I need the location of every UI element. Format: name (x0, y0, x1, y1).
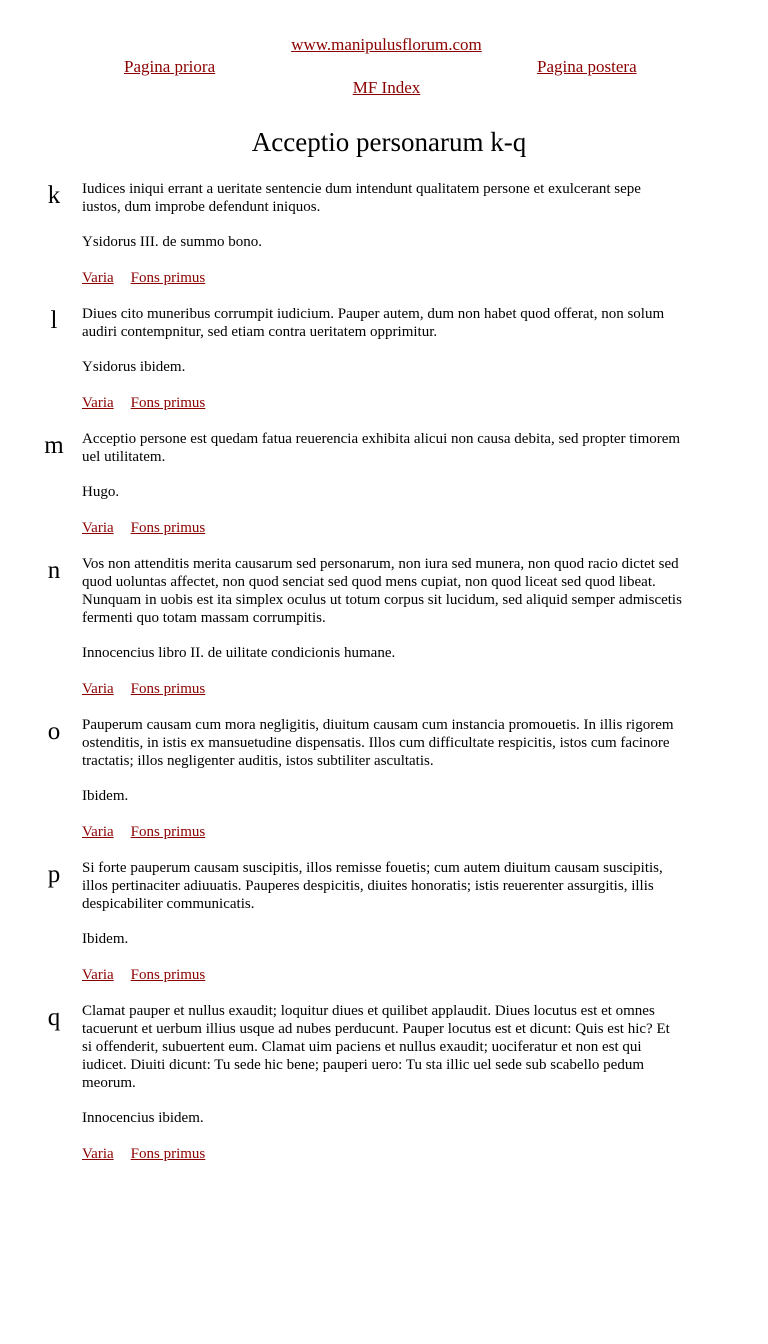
fons-primus-link[interactable]: Fons primus (130, 681, 206, 697)
varia-link[interactable]: Varia (82, 824, 114, 840)
entry-k (0, 180, 682, 287)
entry-m (0, 430, 682, 537)
entry-source: Hugo. (82, 484, 120, 500)
entry-q (0, 1002, 682, 1163)
prev-page-link[interactable]: Pagina priora (124, 57, 216, 76)
entry-links (82, 1145, 682, 1163)
entry-p (0, 859, 682, 984)
entry-text: Si forte pauperum causam suscipitis, illos remisse fouetis; cum autem diuitum causam suscipitis, illos pertinaciter adiuuatis. Pauperes despicitis, diuites honoratis; istis reuerenter assurgitis, illis despicabiliter communicatis. (82, 860, 663, 912)
fons-primus-link[interactable]: Fons primus (130, 967, 206, 983)
site-home-link[interactable]: www.manipulusflorum.com (291, 35, 482, 54)
entries-list (0, 180, 768, 1181)
entry-source: Ysidorus ibidem. (82, 359, 186, 375)
entry-source: Ibidem. (82, 788, 129, 804)
entry-text: Clamat pauper et nullus exaudit; loquitur diues et quilibet applaudit. Diues locutus est et omnes tacuerunt et uerbum illius usque ad nubes perducunt. Pauper locutus est et dicunt: Quis est hic? Et si offenderit, subuertent eum. Clamat uim paciens et nullus exaudit; uociferatur et non est qui iudicet. Diuiti dicunt: Tu sede hic bene; pauperi uero: Tu sta illic uel sede sub scabello pedum meorum. (82, 1003, 670, 1091)
fons-primus-link[interactable]: Fons primus (130, 1146, 206, 1162)
varia-link[interactable]: Varia (82, 681, 114, 697)
entry-letter: o (47, 718, 61, 745)
entry-letter: m (44, 432, 64, 459)
fons-primus-link[interactable]: Fons primus (130, 395, 206, 411)
page-title: Acceptio personarum k-q (251, 127, 527, 157)
prev-page-nav (124, 57, 215, 77)
fons-primus-link[interactable]: Fons primus (130, 520, 206, 536)
entry-links (82, 823, 682, 841)
index-nav (0, 78, 768, 98)
next-page-link[interactable]: Pagina postera (537, 57, 637, 76)
fons-primus-link[interactable]: Fons primus (130, 824, 206, 840)
entry-l (0, 305, 682, 412)
entry-links (82, 269, 682, 287)
entry-letter: l (50, 307, 58, 334)
varia-link[interactable]: Varia (82, 270, 114, 286)
entry-source: Ysidorus III. de summo bono. (82, 234, 262, 250)
entry-source: Innocencius libro II. de uilitate condicionis humane. (82, 645, 396, 661)
entry-letter: q (47, 1004, 61, 1031)
entry-n (0, 555, 682, 698)
entry-text: Iudices iniqui errant a ueritate sentencie dum intendunt qualitatem persone et exulcerant sepe iustos, dum improbe defendunt iniquos. (82, 181, 641, 215)
varia-link[interactable]: Varia (82, 395, 114, 411)
entry-letter: p (47, 861, 61, 888)
fons-primus-link[interactable]: Fons primus (130, 270, 206, 286)
mf-index-link[interactable]: MF Index (352, 78, 421, 97)
entry-links (82, 394, 682, 412)
varia-link[interactable]: Varia (82, 1146, 114, 1162)
entry-letter: n (47, 557, 61, 584)
varia-link[interactable]: Varia (82, 967, 114, 983)
entry-o (0, 716, 682, 841)
site-header (0, 35, 768, 55)
entry-text: Acceptio persone est quedam fatua reuerencia exhibita alicui non causa debita, sed propter timorem uel utilitatem. (82, 431, 681, 465)
next-page-nav (537, 57, 637, 77)
entry-source: Ibidem. (82, 931, 129, 947)
entry-source: Innocencius ibidem. (82, 1110, 204, 1126)
entry-text: Pauperum causam cum mora negligitis, diuitum causam cum instancia promouetis. In illis rigorem ostenditis, in istis ex mansuetudine dispensatis. Illos cum difficultate respicitis, istos cum facinore tractatis; illos negligenter auditis, istos subtiliter ascultatis. (82, 717, 674, 769)
entry-links (82, 519, 682, 537)
entry-letter: k (47, 182, 61, 209)
varia-link[interactable]: Varia (82, 520, 114, 536)
entry-text: Diues cito muneribus corrumpit iudicium. Pauper autem, dum non habet quod offerat, non solum audiri contempnitur, sed etiam contra ueritatem opprimitur. (82, 306, 665, 340)
entry-links (82, 966, 682, 984)
entry-text: Vos non attenditis merita causarum sed personarum, non iura sed munera, non quod racio dictet sed quod uoluntas affectet, non quod senciat sed quod mens cupiat, non quod liceat sed quod libeat. Nunquam in uobis est ita simplex oculus ut totum corpus sit lucidum, sed aliquid semper admiscetis fermenti quo totam massam corrumpitis. (82, 556, 682, 626)
entry-links (82, 680, 682, 698)
